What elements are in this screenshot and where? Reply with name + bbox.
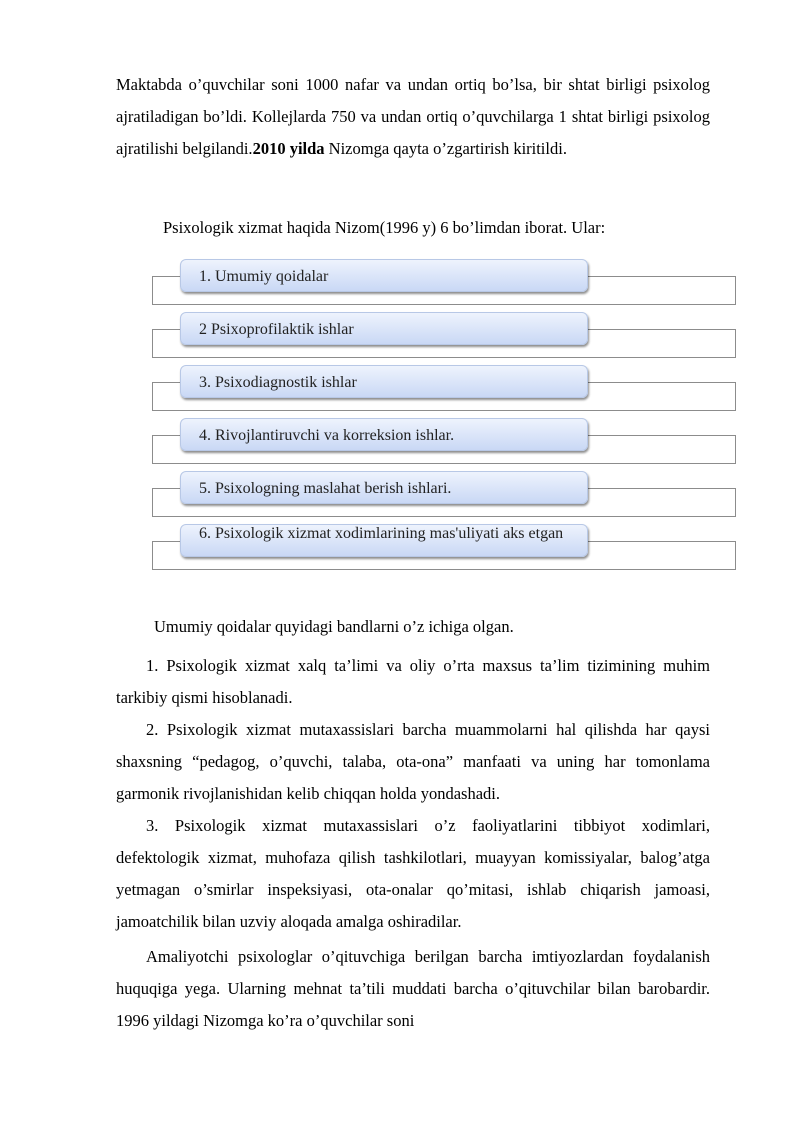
diagram-row-1 [152,257,736,305]
paragraph-top [116,69,710,165]
paragraph-top-part1: Maktabda o’quvchilar soni 1000 nafar va undan ortiq bo’lsa, bir shtat birligi psixolog ajratiladigan bo’ldi. Kollejlarda 750 va undan ortiq o’quvchilarga 1 shtat birligi psixolog ajratilishi belgilandi. [116,75,710,158]
diagram-item-3: 3. Psixodiagnostik ishlar [180,365,588,398]
diagram-item-5: 5. Psixologning maslahat berish ishlari. [180,471,588,504]
list-item-2: 2. Psixologik xizmat mutaxassislari barcha muammolarni hal qilishda har qaysi shaxsning “pedagog, o’quvchi, talaba, ota-ona” manfaati va uning har tomonlama garmonik rivojlanishidan kelib chiqqan holda yondashadi. [116,720,710,803]
intro-line: Psixologik xizmat haqida Nizom(1996 y) 6 bo’limdan iborat. Ular: [163,218,606,237]
diagram-row-2 [152,310,736,358]
diagram-row-4 [152,416,736,464]
list-item-3: 3. Psixologik xizmat mutaxassislari o’z faoliyatlarini tibbiyot xodimlari, defektologik xizmat, muhofaza qilish tashkilotlari, muayyan komissiyalar, balog’atga yetmagan o’smirlar inspeksiyasi, ota-onalar qo’mitasi, ishlab chiqarish jamoasi, jamoatchilik bilan uzviy aloqada amalga oshiradilar. [116,816,710,931]
paragraph-top-bold: 2010 yilda [252,139,325,158]
last-paragraph: Amaliyotchi psixologlar o’qituvchiga berilgan barcha imtiyozlardan foydalanish huquqiga yega. Ularning mehnat ta’tili muddati barcha o’qituvchilar bilan barobardir. 1996 yildagi Nizomga ko’ra o’quvchilar soni [116,947,710,1030]
diagram-row-5 [152,469,736,517]
diagram-row-3 [152,363,736,411]
diagram-item-6: 6. Psixologik xizmat xodimlarining mas'uliyati aks etgan [180,524,588,557]
diagram-item-2: 2 Psixoprofilaktik ishlar [180,312,588,345]
umumiy-line: Umumiy qoidalar quyidagi bandlarni o’z ichiga olgan. [154,617,514,636]
diagram-row-6 [152,522,736,570]
sections-diagram [152,257,736,575]
paragraph-top-part2: Nizomga qayta o’zgartirish kiritildi. [324,139,567,158]
diagram-item-1: 1. Umumiy qoidalar [180,259,588,292]
diagram-item-4: 4. Rivojlantiruvchi va korreksion ishlar. [180,418,588,451]
list-item-1: 1. Psixologik xizmat xalq ta’limi va oliy o’rta maxsus ta’lim tizimining muhim tarkibiy qismi hisoblanadi. [116,656,710,707]
